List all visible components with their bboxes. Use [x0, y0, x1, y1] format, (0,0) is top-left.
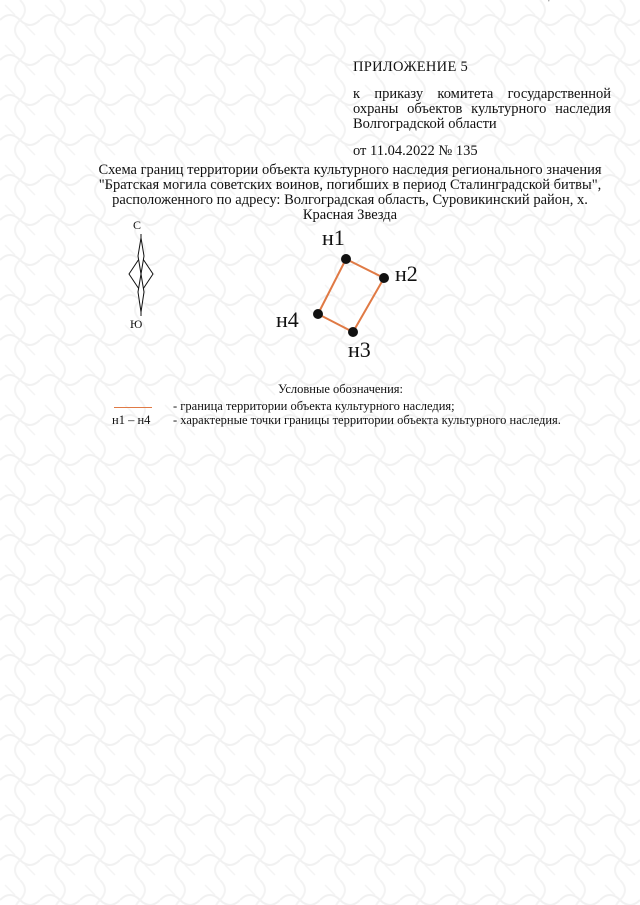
compass-south-label: Ю: [130, 317, 143, 331]
boundary-line: [318, 259, 384, 332]
boundary-line-swatch: [114, 407, 152, 408]
boundary-point-4: [313, 309, 323, 319]
annex-header: [353, 60, 611, 159]
legend-description: - граница территории объекта культурного наследия;: [173, 399, 455, 414]
boundary-point-3: [348, 327, 358, 337]
annex-order-text: к приказу комитета государственной охраны объектов культурного наследия Волгоградской области: [353, 86, 611, 132]
north-arrow: [115, 218, 165, 333]
point-label-2: н2: [395, 261, 418, 286]
annex-title: ПРИЛОЖЕНИЕ 5: [353, 59, 469, 75]
boundary-point-1: [341, 254, 351, 264]
legend-title: Условные обозначения:: [278, 382, 404, 396]
legend-item-points: [112, 412, 561, 427]
compass-north-label: С: [133, 218, 142, 232]
compass-rose-icon: [121, 234, 161, 319]
boundary-point-2: [379, 273, 389, 283]
point-label-4: н4: [276, 307, 299, 332]
legend-description: - характерные точки границы территории объекта культурного наследия.: [173, 413, 561, 428]
boundary-scheme: [250, 225, 460, 365]
point-label-3: н3: [348, 337, 371, 362]
legend-key: н1 – н4: [112, 413, 151, 428]
annex-date: от 11.04.2022 № 135: [353, 143, 478, 159]
corner-mark: ': [548, 0, 550, 9]
legend-item-boundary: [112, 398, 455, 413]
scheme-title: Схема границ территории объекта культурного наследия регионального значения "Братская могила советских воинов, погибших в период Сталинградской битвы", расположенного по адресу: Волгоградская область, Суровикинский район, х. Красная Звезда: [98, 162, 602, 223]
point-label-1: н1: [322, 225, 345, 250]
